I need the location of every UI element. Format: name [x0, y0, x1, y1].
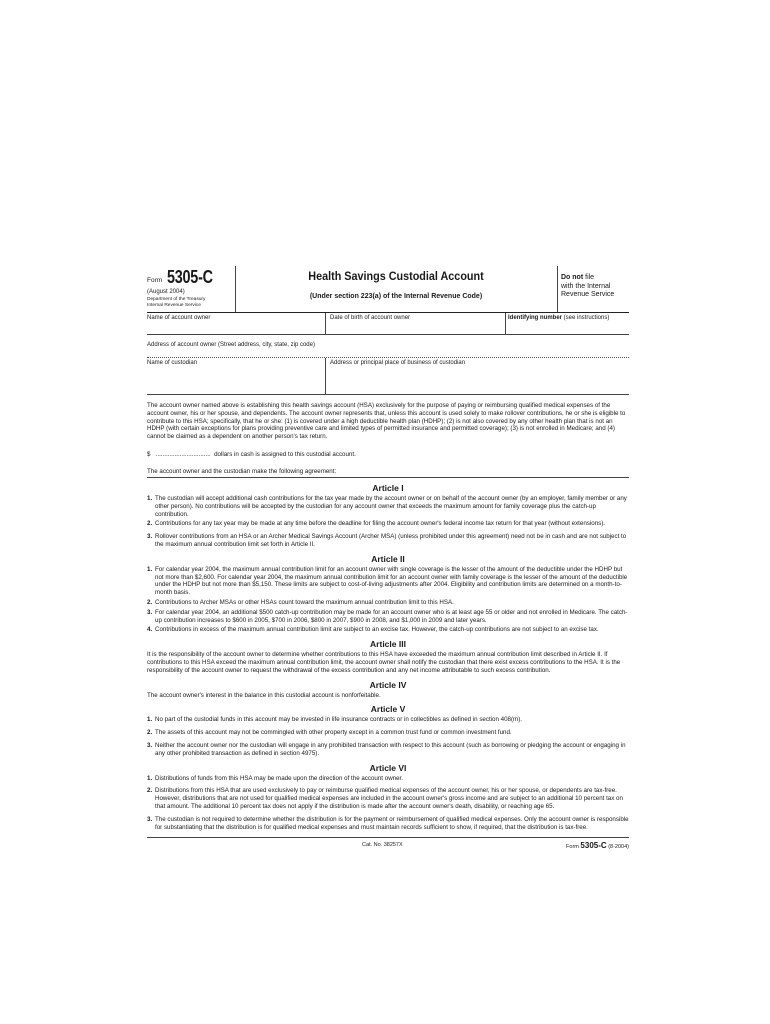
item-text: Distributions from this HSA that are used exclusively to pay or reimburse qualified medical expenses of the account owner, his or her spouse, or dependents are tax-free. However, distributions that are not used for qualified medical expenses are included in the account owner's gross income and are subject to an additional 10 percent tax on that amount. The additional 10 percent tax does not apply if the distribution is made after the account owner's death, disability, or reaching age 65. [155, 787, 623, 810]
article-v-heading: Article V [370, 704, 406, 715]
revision-date: (August 2004) [147, 289, 185, 295]
item-number: 1. [147, 716, 153, 724]
divider [325, 358, 326, 394]
item-number: 2. [147, 729, 153, 737]
item-text: Contributions in excess of the maximum annual contribution limit are subject to an excise tax. However, the catch-up contributions are not subject to an excise tax. [155, 626, 599, 634]
custodian-row [147, 358, 629, 395]
item-text: No part of the custodial funds in this account may be invested in life insurance contracts or in collectibles as defined in section 408(m). [155, 716, 522, 724]
amount-line [147, 451, 629, 458]
item-number: 4. [147, 626, 153, 634]
form-id-block [147, 266, 236, 312]
form-title: Health Savings Custodial Account [308, 269, 484, 283]
article-iv-heading: Article IV [369, 679, 407, 690]
identifying-number-label: Identifying number [508, 315, 562, 321]
item-text: The custodian is not required to determine whether the distribution is for the payment or reimbursement of qualified medical expenses. Only the account owner is responsible for substantiating that the distribution is for qualified medical expenses and must maintain records sufficient to show, if required, that the distribution is tax-free. [155, 815, 629, 831]
footer-revision: (8-2004) [608, 844, 629, 851]
article-v-item [147, 742, 629, 758]
form-header [147, 266, 629, 313]
article-i-item [147, 495, 629, 518]
identifying-number-note: (see instructions) [563, 315, 610, 321]
filing-note-line-3: Revenue Service [561, 291, 615, 298]
divider [325, 313, 326, 334]
item-number: 1. [147, 565, 153, 573]
item-number: 3. [147, 741, 153, 749]
agreement-line: The account owner and the custodian make the following agreement: [147, 468, 629, 478]
item-number: 2. [147, 520, 153, 528]
form-word: Form [147, 277, 163, 284]
amount-text: dollars in cash is assigned to this custodial account. [214, 450, 356, 458]
item-text: The custodian will accept additional cash contributions for the tax year made by the account owner or on behalf of the account owner (by an employer, family member or any other person). No contributions will be accepted by the custodian for any account owner that exceeds the maximum amount for family coverage plus the catch-up contribution. [155, 494, 627, 518]
filing-note [557, 266, 629, 312]
amount-field[interactable]: ................................ [155, 450, 211, 458]
identifying-number-field[interactable] [508, 315, 609, 321]
form-page [147, 266, 629, 850]
article-ii-item [147, 599, 629, 607]
file-text: file [585, 274, 595, 281]
article-ii-item [147, 626, 629, 634]
article-v-item [147, 729, 629, 737]
custodian-name-field[interactable]: Name of custodian [147, 360, 198, 366]
article-iii-text: It is the responsibility of the account owner to determine whether contributions to this HSA have exceeded the maximum annual contribution limit described in Article II. If contributions to this HSA exceed the maximum annual contribution limit, the account owner shall notify the custodian that there exist excess contributions to the HSA. It is the responsibility of the account owner to request the withdrawal of the excess contribution and any net income attributable to such excess contribution. [147, 651, 621, 674]
article-vi-heading: Article VI [369, 762, 407, 773]
article-i-item [147, 520, 629, 528]
article-iii-heading: Article III [370, 639, 406, 650]
form-subtitle: (Under section 223(a) of the Internal Revenue Code) [309, 293, 483, 300]
owner-row [147, 313, 629, 335]
item-text: The assets of this account may not be commingled with other property except in a common trust fund or common investment fund. [155, 729, 512, 737]
catalog-number: Cat. No. 38257X [362, 842, 403, 849]
article-i-heading: Article I [372, 482, 404, 493]
article-iv-text: The account owner's interest in the balance in this custodial account is nonforfeitable. [147, 691, 381, 699]
footer-form-number: 5305-C [580, 841, 607, 851]
item-text: For calendar year 2004, an additional $500 catch-up contribution may be made for an account owner who is at least age 55 or older and not enrolled in Medicare. The catch-up contribution increases to $600 in 2005, $700 in 2006, $800 in 2007, $900 in 2008, and $1,000 in 2009 and later years. [155, 608, 628, 624]
item-number: 1. [147, 774, 153, 782]
owner-dob-field[interactable]: Date of birth of account owner [330, 315, 411, 321]
divider [505, 313, 506, 334]
department-line-2: Internal Revenue Service [147, 302, 201, 308]
item-text: Rollover contributions from an HSA or an Archer Medical Savings Account (Archer MSA) (unless prohibited under this agreement) need not be in cash and are not subject to the maximum annual contribution limit set forth in Article II. [155, 533, 627, 548]
footer-form-id [566, 841, 629, 850]
article-vi-item [147, 787, 629, 810]
owner-address-field[interactable]: Address of account owner (Street address, city, state, zip code) [147, 342, 315, 348]
item-text: Contributions to Archer MSAs or other HSAs count toward the maximum annual contribution limit to this HSA. [155, 598, 454, 606]
form-number: 5305-C [167, 267, 213, 287]
item-text: For calendar year 2004, the maximum annual contribution limit for an account owner with single coverage is the lesser of the amount of the deductible under the HDHP but not more than $2,600. For calendar year 2004, the maximum annual contribution limit for an account owner with family coverage is the lesser of the amount of the deductible under the HDHP but not more than $5,150. These limits are subject to cost-of-living adjustments after 2004. Eligibility and contribution limits are determined on a month-to-month basis. [155, 565, 628, 597]
dollar-sign: $ [147, 450, 151, 458]
article-vi-item [147, 775, 629, 783]
article-v-item [147, 716, 629, 724]
owner-address-row [147, 335, 629, 358]
item-text: Distributions of funds from this HSA may be made upon the direction of the account owner. [155, 774, 403, 782]
item-number: 3. [147, 815, 153, 823]
filing-note-line-2: with the Internal [561, 282, 611, 290]
item-text: Neither the account owner nor the custodian will engage in any prohibited transaction with respect to this account (such as borrowing or pledging the account or engaging in any other prohibited transaction as defined in section 4975). [155, 741, 626, 757]
do-not-text: Do not [561, 274, 584, 281]
owner-name-field[interactable]: Name of account owner [147, 315, 211, 321]
form-footer [147, 837, 629, 850]
title-block [235, 266, 557, 312]
item-number: 3. [147, 608, 153, 616]
item-text: Contributions for any tax year may be made at any time before the deadline for filing the account owner's federal income tax return for that year (without extensions). [155, 520, 606, 528]
item-number: 2. [147, 787, 153, 795]
department-line-1: Department of the Treasury [147, 297, 206, 302]
article-i-item [147, 533, 629, 549]
article-vi-item [147, 816, 629, 832]
article-ii-heading: Article II [371, 553, 405, 564]
filing-note-line-1 [561, 274, 629, 283]
custodian-address-field[interactable]: Address or principal place of business of custodian [330, 360, 466, 366]
intro-paragraph: The account owner named above is establishing this health savings account (HSA) exclusively for the purpose of paying or reimbursing qualified medical expenses of the account owner, his or her spouse, and dependents. The account owner represents that, unless this account is used solely to make rollover contributions, he or she is eligible to contribute to this HSA; specifically, that he or she: (1) is covered under a high deductible health plan (HDHP); (2) is not also covered by any other health plan that is not an HDHP (with certain exceptions for plans providing preventive care and limited types of permitted insurance and permitted coverage); (3) is not enrolled in Medicare; and (4) cannot be claimed as a dependent on another person's tax return. [147, 402, 626, 441]
item-number: 2. [147, 598, 153, 606]
footer-form-word: Form [566, 844, 579, 851]
item-number: 3. [147, 533, 153, 541]
department [147, 297, 205, 308]
article-ii-item [147, 609, 629, 625]
item-number: 1. [147, 494, 153, 502]
article-ii-item [147, 566, 629, 597]
